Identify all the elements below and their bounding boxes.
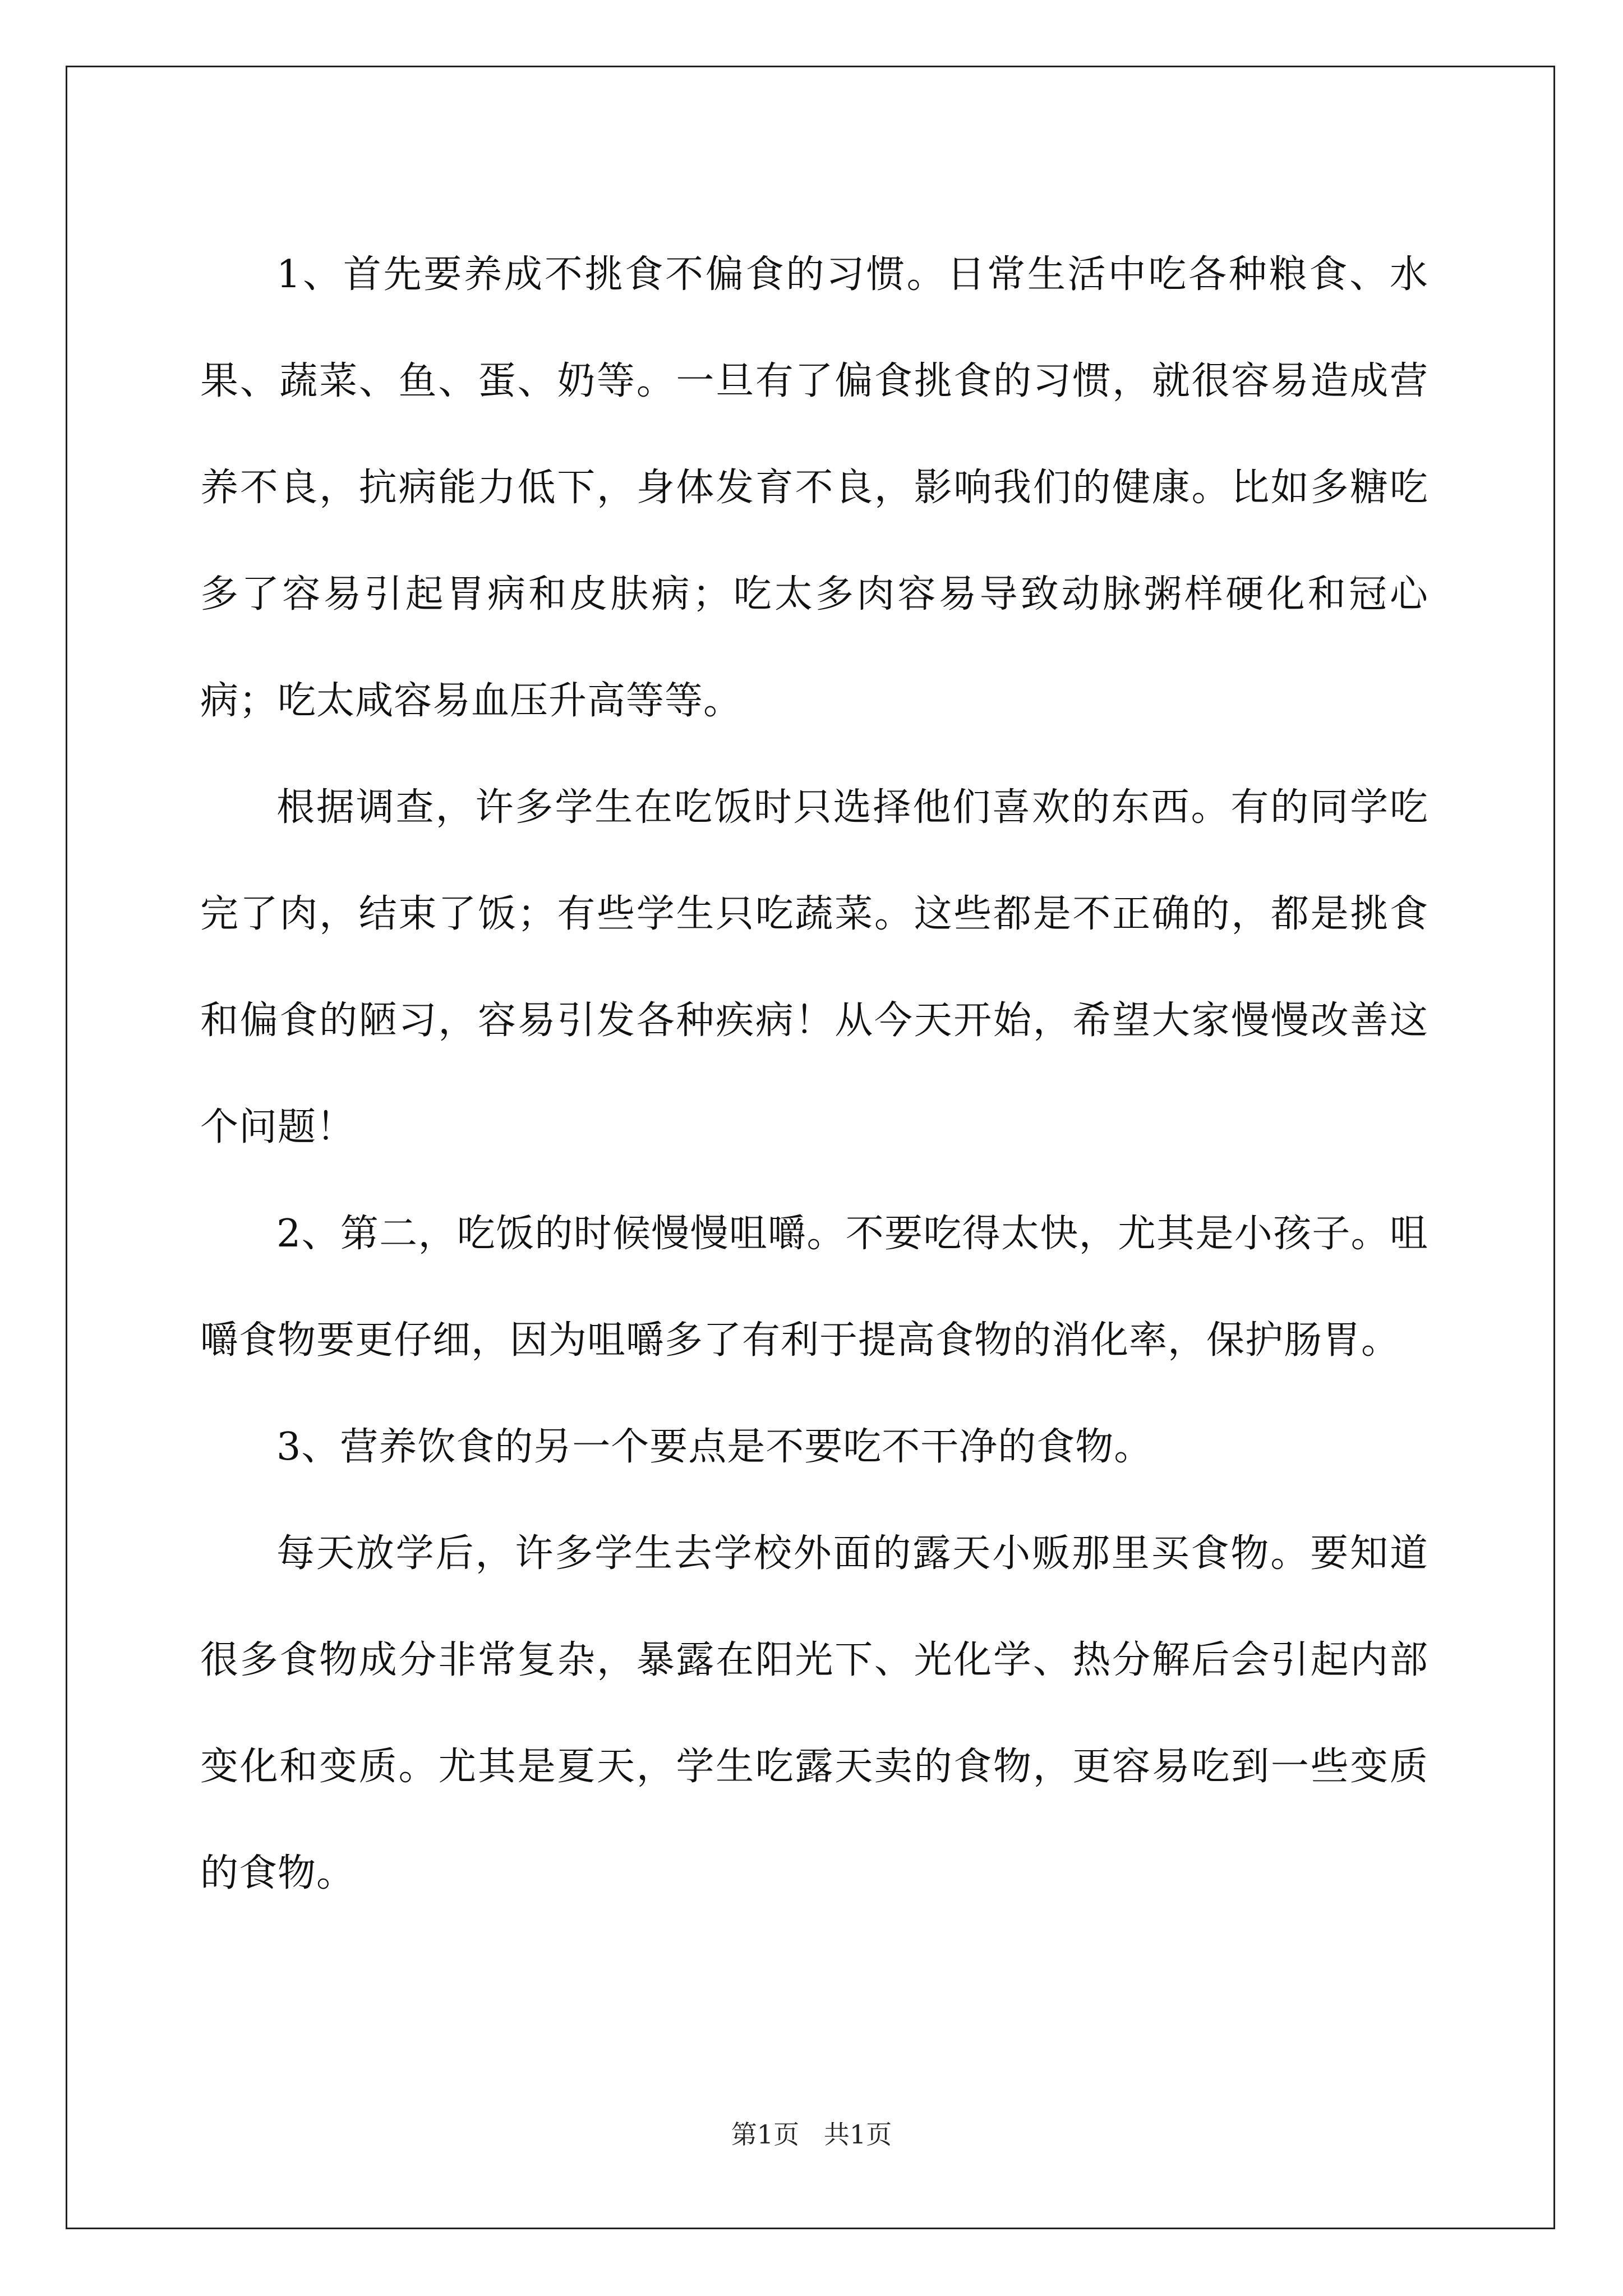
- paragraph-street-vendors: 每天放学后，许多学生去学校外面的露天小贩那里买食物。要知道很多食物成分非常复杂，暴露在阳光下、光化学、热分解后会引起内部变化和变质。尤其是夏天，学生吃露天卖的食物，更容易吃到一些变质的食物。: [200, 1531, 1428, 1895]
- paragraph-habits: 1、首先要养成不挑食不偏食的习惯。日常生活中吃各种粮食、水果、蔬菜、鱼、蛋、奶等。一旦有了偏食挑食的习惯，就很容易造成营养不良，抗病能力低下，身体发育不良，影响我们的健康。比如多糖吃多了容易引起胃病和皮肤病；吃太多肉容易导致动脉粥样硬化和冠心病；吃太咸容易血压升高等等。: [200, 252, 1428, 723]
- paragraph-survey: 根据调查，许多学生在吃饭时只选择他们喜欢的东西。有的同学吃完了肉，结束了饭；有些学生只吃蔬菜。这些都是不正确的，都是挑食和偏食的陋习，容易引发各种疾病！从今天开始，希望大家慢慢改善这个问题！: [200, 785, 1428, 1149]
- paragraph-chewing: 2、第二，吃饭的时候慢慢咀嚼。不要吃得太快，尤其是小孩子。咀嚼食物要更仔细，因为咀嚼多了有利于提高食物的消化率，保护肠胃。: [200, 1212, 1428, 1363]
- page-footer: 第1页 共1页: [731, 2119, 892, 2150]
- document-body: [200, 222, 1428, 1927]
- paragraph-clean-food: 3、营养饮食的另一个要点是不要吃不干净的食物。: [276, 1425, 1153, 1469]
